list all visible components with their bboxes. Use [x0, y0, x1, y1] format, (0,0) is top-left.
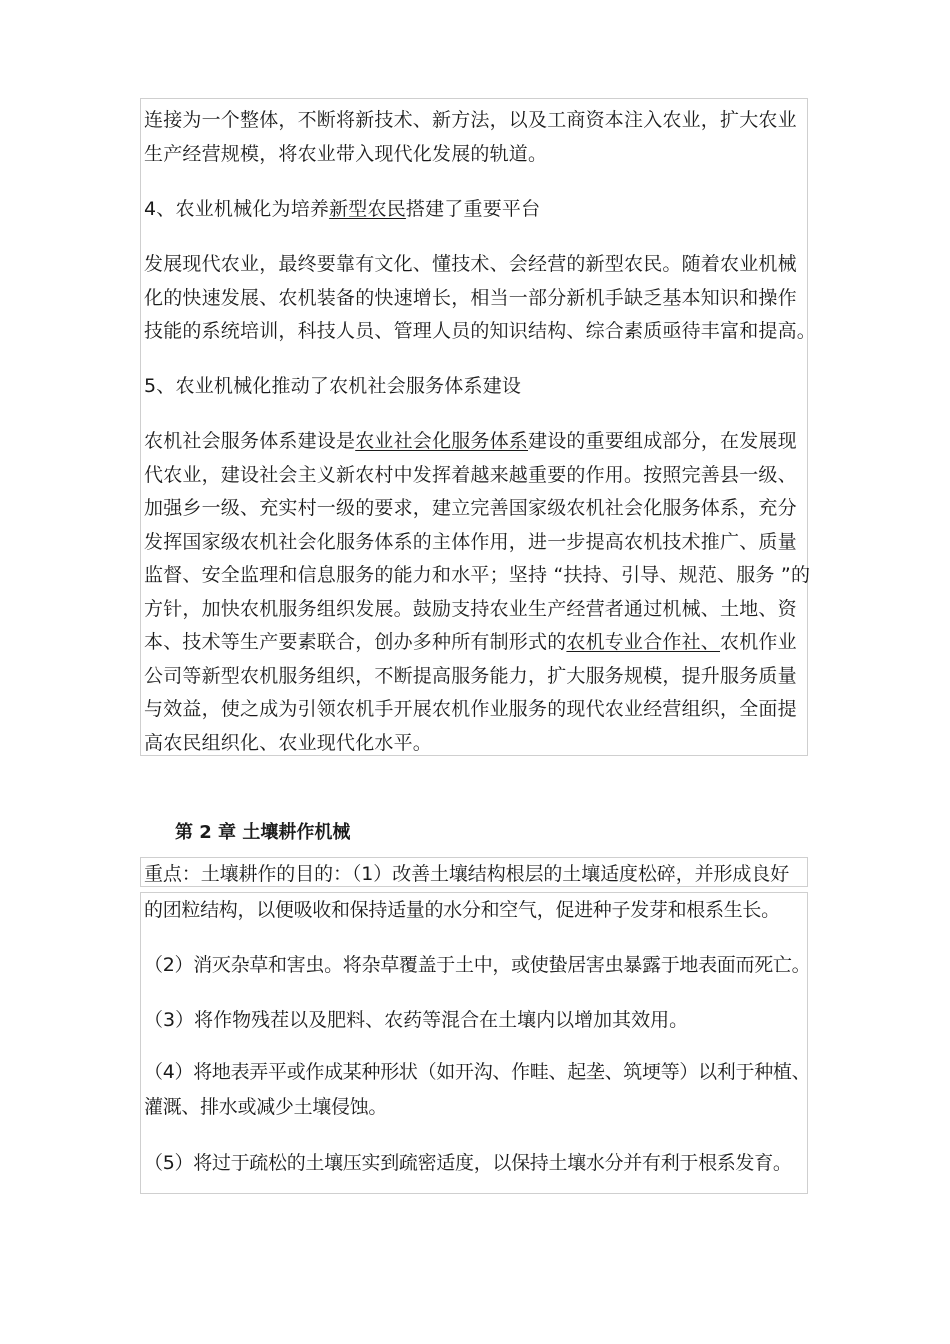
- goal-item-3: （3）将作物残茬以及肥料、农药等混合在土壤内以增加其效用。: [144, 1009, 689, 1031]
- focus-line: 重点：土壤耕作的目的：（1）改善土壤结构根层的土壤适度松碎，并形成良好: [144, 863, 790, 885]
- text-line: 公司等新型农机服务组织，不断提高服务能力，扩大服务规模，提升服务质量: [144, 664, 797, 687]
- heading-4-post: 搭建了重要平台: [405, 198, 541, 220]
- text-line: 技能的系统培训，科技人员、管理人员的知识结构、综合素质亟待丰富和提高。: [144, 320, 817, 342]
- paragraph-intro: [144, 104, 797, 171]
- goal-item-4: [144, 1055, 810, 1125]
- text-line: 代农业，建设社会主义新农村中发挥着越来越重要的作用。按照完善县一级、: [144, 463, 797, 486]
- text-line: [144, 425, 810, 459]
- text-line: 监督、安全监理和信息服务的能力和水平；坚持 “扶持、引导、规范、服务 ”的: [144, 564, 811, 586]
- text-segment: 本、技术等生产要素联合，创办多种所有制形式的: [144, 631, 567, 653]
- heading-4-pre: 4、农业机械化为培养: [144, 198, 330, 220]
- goal-item-5: （5）将过于疏松的土壤压实到疏密适度，以保持土壤水分并有利于根系发育。: [144, 1152, 792, 1174]
- text-segment: 农机社会服务体系建设是: [144, 430, 356, 452]
- paragraph-5: [144, 425, 810, 760]
- text-line: （4）将地表弄平或作成某种形状（如开沟、作畦、起垄、筑埂等）以利于种植、: [144, 1061, 811, 1083]
- paragraph-4: [144, 248, 816, 349]
- goal-item-2: （2）消灭杂草和害虫。将杂草覆盖于土中，或使蛰居害虫暴露于地表面而死亡。: [144, 954, 811, 976]
- text-line: 生产经营规模，将农业带入现代化发展的轨道。: [144, 142, 548, 165]
- heading-4-underlined: 新型农民: [329, 198, 406, 220]
- text-line: 发展现代农业，最终要靠有文化、懂技术、会经营的新型农民。随着农业机械: [144, 253, 797, 275]
- text-line: 灌溉、排水或减少土壤侵蚀。: [144, 1096, 388, 1118]
- text-segment: 建设的重要组成部分，在发展现: [528, 430, 797, 452]
- text-line: 高农民组织化、农业现代化水平。: [144, 731, 433, 754]
- link-agricultural-service-system[interactable]: 农业社会化服务体系: [355, 430, 529, 452]
- text-line: 发挥国家级农机社会化服务体系的主体作用，进一步提高农机技术推广、质量: [144, 530, 797, 553]
- heading-5: 5、农业机械化推动了农机社会服务体系建设: [144, 375, 522, 397]
- text-line: [144, 626, 810, 660]
- text-line: 与效益，使之成为引领农机手开展农机作业服务的现代农业经营组织，全面提: [144, 698, 797, 720]
- text-line: 方针，加快农机服务组织发展。鼓励支持农业生产经营者通过机械、土地、资: [144, 597, 797, 620]
- text-line: 加强乡一级、充实村一级的要求，建立完善国家级农机社会化服务体系，充分: [144, 497, 797, 519]
- link-machinery-cooperative[interactable]: 农机专业合作社、: [566, 631, 721, 653]
- heading-4: [144, 193, 540, 227]
- text-line: 连接为一个整体，不断将新技术、新方法，以及工商资本注入农业，扩大农业: [144, 109, 797, 131]
- text-segment: 农机作业: [720, 631, 797, 653]
- focus-continuation: 的团粒结构，以便吸收和保持适量的水分和空气，促进种子发芽和根系生长。: [144, 899, 780, 921]
- text-line: 化的快速发展、农机装备的快速增长，相当一部分新机手缺乏基本知识和操作: [144, 286, 797, 309]
- chapter-title: 第 2 章 土壤耕作机械: [175, 822, 351, 843]
